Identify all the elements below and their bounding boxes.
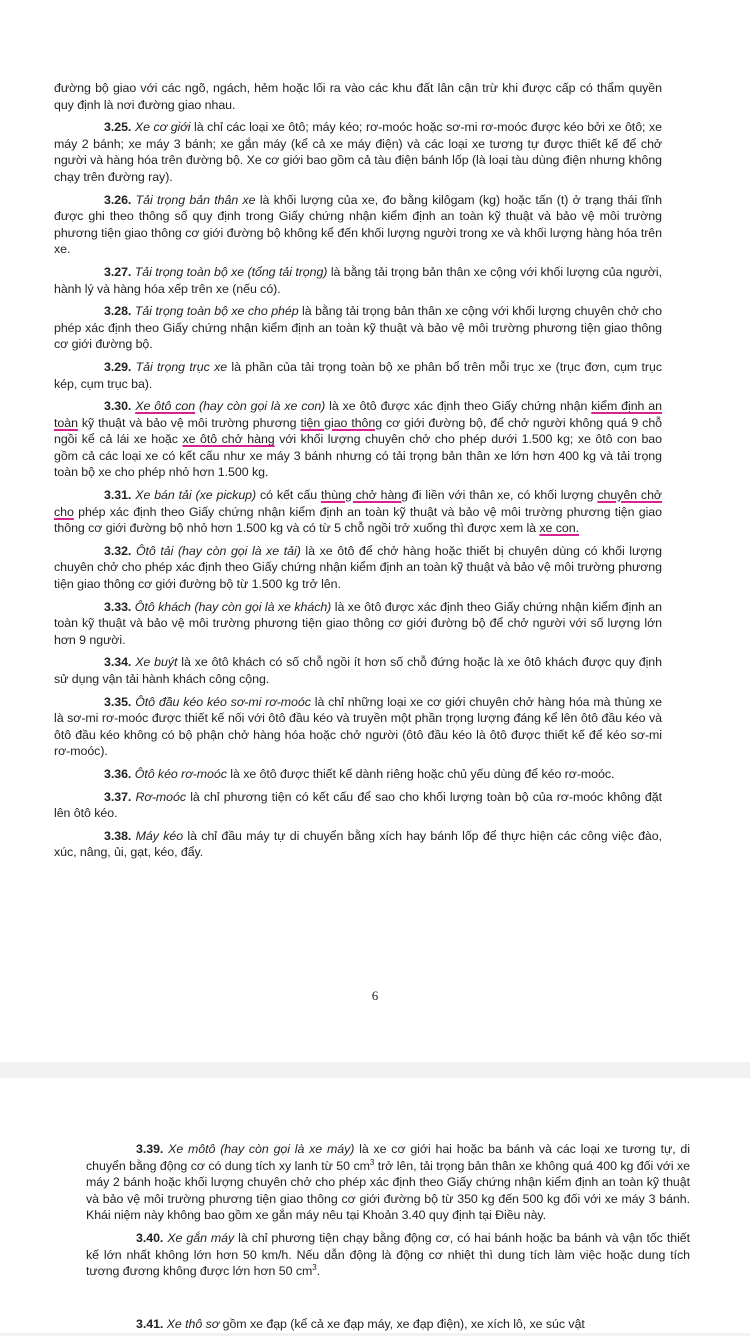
paragraph-3-31: 3.31. Xe bán tải (xe pickup) có kết cấu thùng chở hàng đi liền với thân xe, có khối lượng chuyên chở cho phép xác định theo Giấy chứng nhận kiểm định an toàn kỹ thuật và bảo vệ môi trường phương tiện giao thông cơ giới đường bộ nhỏ hơn 1.500 kg và có từ 5 chỗ ngồi trở xuống thì được xem là xe con. <box>54 488 662 536</box>
underline-highlight: chuyên chở cho <box>54 488 662 519</box>
paragraph-3-25: 3.25. Xe cơ giới là chỉ các loại xe ôtô; máy kéo; rơ-moóc hoặc sơ-mi rơ-moóc được kéo bởi xe ôtô; xe máy 2 bánh; xe máy 3 bánh; xe gắn máy (kể cả xe máy điện) và các loại xe tương tự được thiết kế để chở người và hàng hóa trên đường bộ. Xe cơ giới bao gồm cả tàu điện bánh lốp (là loại tàu dùng điện nhưng không chạy trên đường ray). <box>54 120 662 184</box>
document-page-7 <box>0 1078 750 1333</box>
paragraph-3-35: 3.35. Ôtô đầu kéo kéo sơ-mi rơ-moóc là chỉ những loại xe cơ giới chuyên chở hàng hóa mà thùng xe là sơ-mi rơ-moóc được thiết kế nối với ôtô đầu kéo và truyền một phần trọng lượng đáng kể lên ôtô đầu kéo và ôtô đầu kéo không có bộ phận chở hàng hóa hoặc chở người (ôtô đầu kéo là ôtô được thiết kế để kéo sơ-mi rơ-moóc). <box>54 694 662 759</box>
underline-highlight: xe con. <box>539 521 579 536</box>
paragraph-3-41-cut-off: 3.41. Xe thô sơ gồm xe đạp (kể cả xe đạp máy, xe đạp điện), xe xích lô, xe súc vật <box>136 1317 585 1331</box>
paragraph-3-26: 3.26. Tải trọng bản thân xe là khối lượng của xe, đo bằng kilôgam (kg) hoặc tấn (t) ở trạng thái tĩnh được ghi theo thông số quy định trong Giấy chứng nhận kiểm định an toàn kỹ thuật và bảo vệ môi trường phương tiện giao thông cơ giới đường bộ không kể đến khối lượng người trong xe và khối lượng hàng hóa trên xe. <box>54 192 662 257</box>
underline-highlight: thùng chở hàng <box>320 488 408 503</box>
underline-highlight: tiện giao thông <box>300 415 383 430</box>
paragraph-3-30: 3.30. Xe ôtô con (hay còn gọi là xe con) là xe ôtô được xác định theo Giấy chứng nhận kiểm định an toàn kỹ thuật và bảo vệ môi trường phương tiện giao thông cơ giới đường bộ, để chở người không quá 9 chỗ ngồi kể cả lái xe hoặc xe ôtô chở hàng với khối lượng chuyên chở cho phép dưới 1.500 kg; xe ôtô con bao gồm cả các loại xe có kết cấu như xe máy 3 bánh nhưng có tải trọng bản thân xe lớn hơn 400 kg và tải trọng toàn bộ xe cho phép nhỏ hơn 1.500 kg. <box>54 399 662 480</box>
paragraph-3-27: 3.27. Tải trọng toàn bộ xe (tổng tải trọng) là bằng tải trọng bản thân xe cộng với khối lượng của người, hành lý và hàng hóa xếp trên xe (nếu có). <box>54 264 662 296</box>
paragraph-3-33: 3.33. Ôtô khách (hay còn gọi là xe khách) là xe ôtô được xác định theo Giấy chứng nhận kiểm định an toàn kỹ thuật và bảo vệ môi trường phương tiện giao thông cơ giới đường bộ để chở người với số lượng lớn hơn 9 người. <box>54 599 662 647</box>
paragraph-3-39: 3.39. Xe môtô (hay còn gọi là xe máy) là xe cơ giới hai hoặc ba bánh và các loại xe tương tự, di chuyển bằng động cơ có dung tích xy lanh từ 50 $cm^3$ trở lên, tải trọng bản thân xe không quá 400 kg đối với xe máy 2 bánh hoặc khối lượng chuyên chở cho phép xác định theo Giấy chứng nhận kiểm định an toàn kỹ thuật và bảo vệ môi trường phương tiện giao thông cơ giới đường bộ từ 350 kg đến 500 kg đối với xe máy 3 bánh. Khái niệm này không bao gồm xe gắn máy nêu tại Khoản 3.40 quy định tại Điều này. <box>86 1142 690 1223</box>
paragraph-3-38: 3.38. Máy kéo là chỉ đầu máy tự di chuyển bằng xích hay bánh lốp để thực hiện các công việc đào, xúc, nâng, ủi, gạt, kéo, đẩy. <box>54 828 662 860</box>
paragraph-3-32: 3.32. Ôtô tải (hay còn gọi là xe tải) là xe ôtô để chở hàng hoặc thiết bị chuyên dùng có khối lượng chuyên chở cho phép xác định theo Giấy chứng nhận kiểm định an toàn kỹ thuật và bảo vệ môi trường phương tiện giao thông cơ giới đường bộ từ 1.500 kg trở lên. <box>54 543 662 592</box>
paragraph-3-36: 3.36. Ôtô kéo rơ-moóc là xe ôtô được thiết kế dành riêng hoặc chủ yếu dùng để kéo rơ-moóc. <box>104 766 615 781</box>
paragraph-3-37: 3.37. Rơ-moóc là chỉ phương tiện có kết cấu để sao cho khối lượng toàn bộ của rơ-moóc không đặt lên ôtô kéo. <box>54 789 662 821</box>
paragraph-3-28: 3.28. Tải trọng toàn bộ xe cho phép là bằng tải trọng bản thân xe cộng với khối lượng chuyên chở cho phép xác định theo Giấy chứng nhận kiểm định an toàn kỹ thuật và bảo vệ môi trường phương tiện giao thông cơ giới đường bộ. <box>54 304 662 352</box>
paragraph-3-40: 3.40. Xe gắn máy là chỉ phương tiện chạy bằng động cơ, có hai bánh hoặc ba bánh và vận tốc thiết kế lớn nhất không lớn hơn 50 km/h. Nếu dẫn động là động cơ nhiệt thì dung tích làm việc hoặc dung tích tương đương không được lớn hơn 50 $cm^3$. <box>86 1230 691 1279</box>
underline-highlight: xe ôtô chở hàng <box>182 432 275 447</box>
page-number: 6 <box>371 988 379 1003</box>
underlined-term: Xe ôtô con <box>135 399 196 414</box>
paragraph-intro: đường bộ giao với các ngõ, ngách, hẻm hoặc lối ra vào các khu đất lân cận trừ khi được cấp có thẩm quyền quy định là nơi đường giao nhau. <box>54 81 662 112</box>
underline-highlight: kiểm định an toàn <box>54 399 662 430</box>
paragraph-3-29: 3.29. Tải trọng trục xe là phần của tải trọng toàn bộ xe phân bổ trên mỗi trục xe (trục đơn, cụm trục kép, cụm trục ba). <box>54 359 662 391</box>
paragraph-3-34: 3.34. Xe buýt là xe ôtô khách có số chỗ ngồi ít hơn số chỗ đứng hoặc là xe ôtô khách được quy định sử dụng vận tải hành khách công cộng. <box>54 655 662 686</box>
